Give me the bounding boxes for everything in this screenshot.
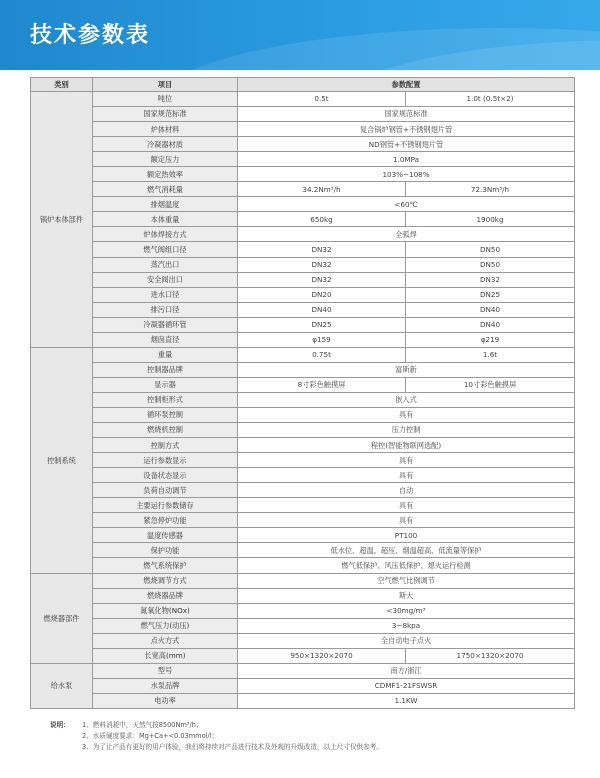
table-row: [31, 558, 575, 573]
item-cell: 水泵品牌: [93, 678, 238, 693]
value-cell: 1750×1320×2070: [406, 648, 575, 663]
value-cell: DN50: [406, 257, 575, 272]
value-cell: DN50: [406, 242, 575, 257]
value-cell: PT100: [238, 528, 575, 543]
item-cell: 负荷自动调节: [93, 483, 238, 498]
category-cell: 给水泵: [31, 663, 93, 708]
value-cell: ND钢管+不锈钢翅片管: [238, 137, 575, 152]
table-row: [31, 332, 575, 347]
table-row: [31, 137, 575, 152]
value-cell: 0.5t: [238, 92, 406, 107]
value-cell: 南方/浙江: [238, 663, 575, 678]
item-cell: 本体重量: [93, 212, 238, 227]
value-cell: DN32: [238, 257, 406, 272]
table-row: [31, 377, 575, 392]
value-cell: 复合锅炉钢管+不锈钢翅片管: [238, 122, 575, 137]
header-config: 参数配置: [238, 78, 575, 92]
item-cell: 吨位: [93, 92, 238, 107]
value-cell: 具有: [238, 513, 575, 528]
item-cell: 炉体材料: [93, 122, 238, 137]
item-cell: 温度传感器: [93, 528, 238, 543]
table-row: [31, 227, 575, 242]
item-cell: 主要运行参数储存: [93, 498, 238, 513]
table-row: [31, 347, 575, 362]
value-cell: DN25: [406, 287, 575, 302]
table-row: [31, 167, 575, 182]
table-row: [31, 513, 575, 528]
value-cell: 富斯新: [238, 362, 575, 377]
item-cell: 排烟温度: [93, 197, 238, 212]
table-row: [31, 423, 575, 438]
item-cell: 控制柜形式: [93, 392, 238, 407]
item-cell: 冷凝器循环管: [93, 317, 238, 332]
value-cell: 全自动电子点火: [238, 633, 575, 648]
note-text: 1、燃料消耗中，天然气按8500Nm³/h；: [82, 721, 203, 729]
table-row: [31, 107, 575, 122]
value-cell: 950×1320×2070: [238, 648, 406, 663]
value-cell: 具有: [238, 468, 575, 483]
category-cell: 控制系统: [31, 347, 93, 573]
value-cell: 国家规范标准: [238, 107, 575, 122]
value-cell: 程控(智能物联网选配): [238, 438, 575, 453]
value-cell: 72.3Nm³/h: [406, 182, 575, 197]
value-cell: 103%~108%: [238, 167, 575, 182]
table-row: [31, 678, 575, 693]
value-cell: 34.2Nm³/h: [238, 182, 406, 197]
value-cell: <60℃: [238, 197, 575, 212]
note-line: [50, 742, 570, 753]
table-row: [31, 633, 575, 648]
table-row: [31, 618, 575, 633]
item-cell: 紧急停炉功能: [93, 513, 238, 528]
spec-table: [30, 77, 575, 709]
value-cell: DN32: [238, 242, 406, 257]
table-row: [31, 483, 575, 498]
notes: [50, 720, 570, 753]
item-cell: 安全阀出口: [93, 272, 238, 287]
table-row: [31, 197, 575, 212]
item-cell: 炉体焊接方式: [93, 227, 238, 242]
table-row: [31, 287, 575, 302]
category-cell: 锅炉本体部件: [31, 92, 93, 348]
item-cell: 排污口径: [93, 302, 238, 317]
value-cell: 1.1KW: [238, 693, 575, 708]
table-row: [31, 453, 575, 468]
table-row: [31, 603, 575, 618]
table-row: [31, 407, 575, 422]
item-cell: 设备状态显示: [93, 468, 238, 483]
note-text: 2、水质硬度要求：Mg+Ca+<0.03mmol/l；: [82, 732, 219, 740]
value-cell: 空气燃气比例调节: [238, 573, 575, 588]
value-cell: φ219: [406, 332, 575, 347]
item-cell: 电功率: [93, 693, 238, 708]
item-cell: 额定压力: [93, 152, 238, 167]
table-row: [31, 528, 575, 543]
table-row: [31, 242, 575, 257]
item-cell: 燃气阀组口径: [93, 242, 238, 257]
item-cell: 燃烧调节方式: [93, 573, 238, 588]
value-cell: 具有: [238, 498, 575, 513]
table-row: [31, 663, 575, 678]
value-cell: 10寸彩色触摸屏: [406, 377, 575, 392]
value-cell: 3~8kpa: [238, 618, 575, 633]
table-row: [31, 648, 575, 663]
value-cell: 1900kg: [406, 212, 575, 227]
table-row: [31, 693, 575, 708]
item-cell: 进水口径: [93, 287, 238, 302]
page-header: [0, 0, 600, 70]
table-row: [31, 257, 575, 272]
value-cell: DN20: [238, 287, 406, 302]
item-cell: 国家规范标准: [93, 107, 238, 122]
item-cell: 显示器: [93, 377, 238, 392]
header-item: 项目: [93, 78, 238, 92]
table-row: [31, 588, 575, 603]
value-cell: <30mg/m³: [238, 603, 575, 618]
value-cell: 0.75t: [238, 347, 406, 362]
item-cell: 循环泵控制: [93, 407, 238, 422]
table-row: [31, 182, 575, 197]
value-cell: 1.0t (0.5t×2): [406, 92, 575, 107]
value-cell: 嵌入式: [238, 392, 575, 407]
note-line: [50, 720, 570, 731]
table-row: [31, 468, 575, 483]
item-cell: 额定热效率: [93, 167, 238, 182]
item-cell: 蒸汽出口: [93, 257, 238, 272]
table-row: [31, 302, 575, 317]
value-cell: 具有: [238, 407, 575, 422]
item-cell: 燃烧机控制: [93, 423, 238, 438]
item-cell: 燃气压力(动压): [93, 618, 238, 633]
item-cell: 控制器品牌: [93, 362, 238, 377]
value-cell: 8寸彩色触摸屏: [238, 377, 406, 392]
value-cell: φ159: [238, 332, 406, 347]
value-cell: 低水位、超温、超压、烟温超高、低流量等保护: [238, 543, 575, 558]
value-cell: 斯大: [238, 588, 575, 603]
item-cell: 燃烧器品牌: [93, 588, 238, 603]
table-row: [31, 122, 575, 137]
item-cell: 烟囱直径: [93, 332, 238, 347]
value-cell: 650kg: [238, 212, 406, 227]
item-cell: 控制方式: [93, 438, 238, 453]
header-category: 类别: [31, 78, 93, 92]
item-cell: 燃气消耗量: [93, 182, 238, 197]
table-row: [31, 152, 575, 167]
table-row: [31, 362, 575, 377]
table-row: [31, 498, 575, 513]
table-header-row: [31, 78, 575, 92]
value-cell: CDMF1-21FSWSR: [238, 678, 575, 693]
item-cell: 氮氧化物(NOx): [93, 603, 238, 618]
table-row: [31, 272, 575, 287]
value-cell: DN40: [238, 302, 406, 317]
value-cell: 1.6t: [406, 347, 575, 362]
table-row: [31, 543, 575, 558]
item-cell: 运行参数显示: [93, 453, 238, 468]
notes-label: 说明：: [50, 721, 70, 729]
table-row: [31, 92, 575, 107]
table-row: [31, 317, 575, 332]
spec-table-body: [31, 92, 575, 709]
value-cell: DN40: [406, 302, 575, 317]
item-cell: 长宽高(mm): [93, 648, 238, 663]
item-cell: 保护功能: [93, 543, 238, 558]
value-cell: 具有: [238, 453, 575, 468]
value-cell: 压力控制: [238, 423, 575, 438]
value-cell: 自动: [238, 483, 575, 498]
item-cell: 点火方式: [93, 633, 238, 648]
page-title: 技术参数表: [30, 23, 151, 48]
value-cell: DN40: [406, 317, 575, 332]
value-cell: 1.0MPa: [238, 152, 575, 167]
table-row: [31, 392, 575, 407]
value-cell: DN32: [238, 272, 406, 287]
table-row: [31, 438, 575, 453]
item-cell: 燃气系统保护: [93, 558, 238, 573]
table-row: [31, 212, 575, 227]
category-cell: 燃烧器部件: [31, 573, 93, 663]
value-cell: 全弧焊: [238, 227, 575, 242]
value-cell: DN25: [238, 317, 406, 332]
note-text: 3、为了让产品有更好的用户体验，我们将持续对产品进行技术及外观的升级改造，以上尺寸仅供参考。: [82, 743, 383, 751]
note-line: [50, 731, 570, 742]
item-cell: 重量: [93, 347, 238, 362]
value-cell: 燃气低保护、风压低保护、熄火运行检测: [238, 558, 575, 573]
value-cell: DN32: [406, 272, 575, 287]
item-cell: 型号: [93, 663, 238, 678]
table-row: [31, 573, 575, 588]
item-cell: 冷凝器材质: [93, 137, 238, 152]
